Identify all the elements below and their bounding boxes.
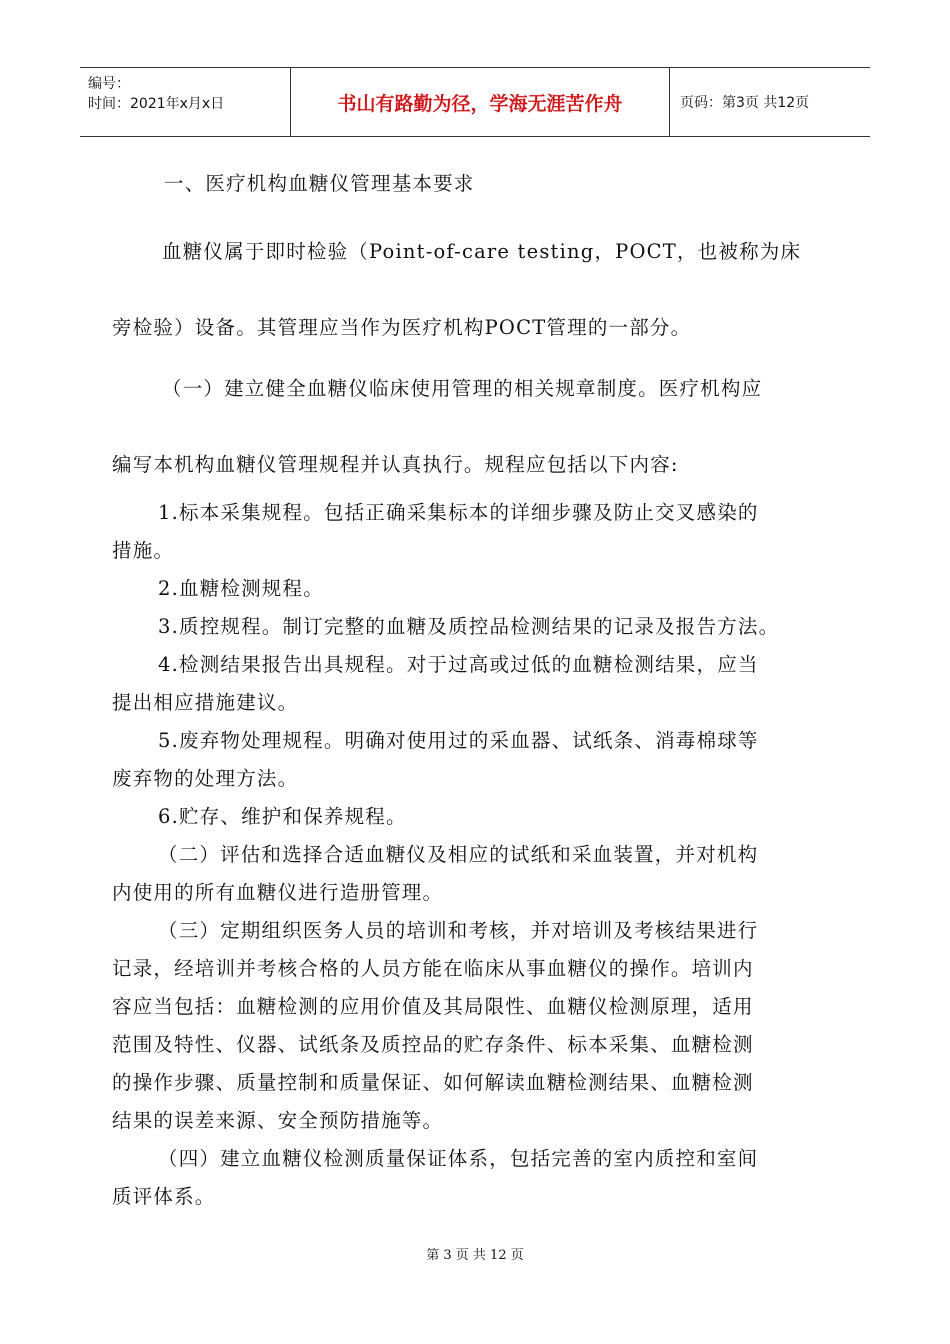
body-line: 编写本机构血糖仪管理规程并认真执行。规程应包括以下内容: bbox=[112, 453, 679, 476]
body-line: 5.废弃物处理规程。明确对使用过的采血器、试纸条、消毒棉球等 bbox=[158, 729, 759, 752]
body-line: 3.质控规程。制订完整的血糖及质控品检测结果的记录及报告方法。 bbox=[158, 615, 780, 638]
body-line: 6.贮存、维护和保养规程。 bbox=[158, 805, 407, 828]
body-line: 的操作步骤、质量控制和质量保证、如何解读血糖检测结果、血糖检测 bbox=[112, 1071, 754, 1094]
body-line: 废弃物的处理方法。 bbox=[112, 767, 299, 790]
body-line: （四）建立血糖仪检测质量保证体系，包括完善的室内质控和室间 bbox=[158, 1147, 759, 1170]
body-line: 记录，经培训并考核合格的人员方能在临床从事血糖仪的操作。培训内 bbox=[112, 957, 754, 980]
document-time-label: 时间：2021年x月x日 bbox=[88, 96, 225, 112]
header-page-info: 页码：第3页 共12页 bbox=[680, 95, 810, 111]
body-line: 容应当包括：血糖检测的应用价值及其局限性、血糖仪检测原理，适用 bbox=[112, 995, 754, 1018]
body-line: 1.标本采集规程。包括正确采集标本的详细步骤及防止交叉感染的 bbox=[158, 501, 759, 524]
document-number-label: 编号： bbox=[88, 76, 130, 92]
body-line: 旁检验）设备。其管理应当作为医疗机构POCT管理的一部分。 bbox=[112, 316, 692, 339]
body-line: 4.检测结果报告出具规程。对于过高或过低的血糖检测结果，应当 bbox=[158, 653, 759, 676]
body-line: 提出相应措施建议。 bbox=[112, 691, 299, 714]
body-line: 2.血糖检测规程。 bbox=[158, 577, 324, 600]
body-line: 范围及特性、仪器、试纸条及质控品的贮存条件、标本采集、血糖检测 bbox=[112, 1033, 754, 1056]
body-line: （一）建立健全血糖仪临床使用管理的相关规章制度。医疗机构应 bbox=[162, 377, 763, 400]
page-footer: 第 3 页 共 12 页 bbox=[426, 1248, 524, 1263]
header-motto: 书山有路勤为径，学海无涯苦作舟 bbox=[291, 68, 670, 136]
body-line: 质评体系。 bbox=[112, 1185, 216, 1208]
header-meta bbox=[80, 68, 291, 136]
body-line: 内使用的所有血糖仪进行造册管理。 bbox=[112, 881, 444, 904]
body-line: 血糖仪属于即时检验（Point-of-care testing，POCT，也被称为床 bbox=[162, 240, 802, 263]
page-header bbox=[80, 67, 870, 137]
section-title: 一、医疗机构血糖仪管理基本要求 bbox=[164, 172, 475, 195]
body-line: 措施。 bbox=[112, 539, 175, 562]
body-line: 结果的误差来源、安全预防措施等。 bbox=[112, 1109, 444, 1132]
body-line: （二）评估和选择合适血糖仪及相应的试纸和采血装置，并对机构 bbox=[158, 843, 759, 866]
body-line: （三）定期组织医务人员的培训和考核，并对培训及考核结果进行 bbox=[158, 919, 759, 942]
